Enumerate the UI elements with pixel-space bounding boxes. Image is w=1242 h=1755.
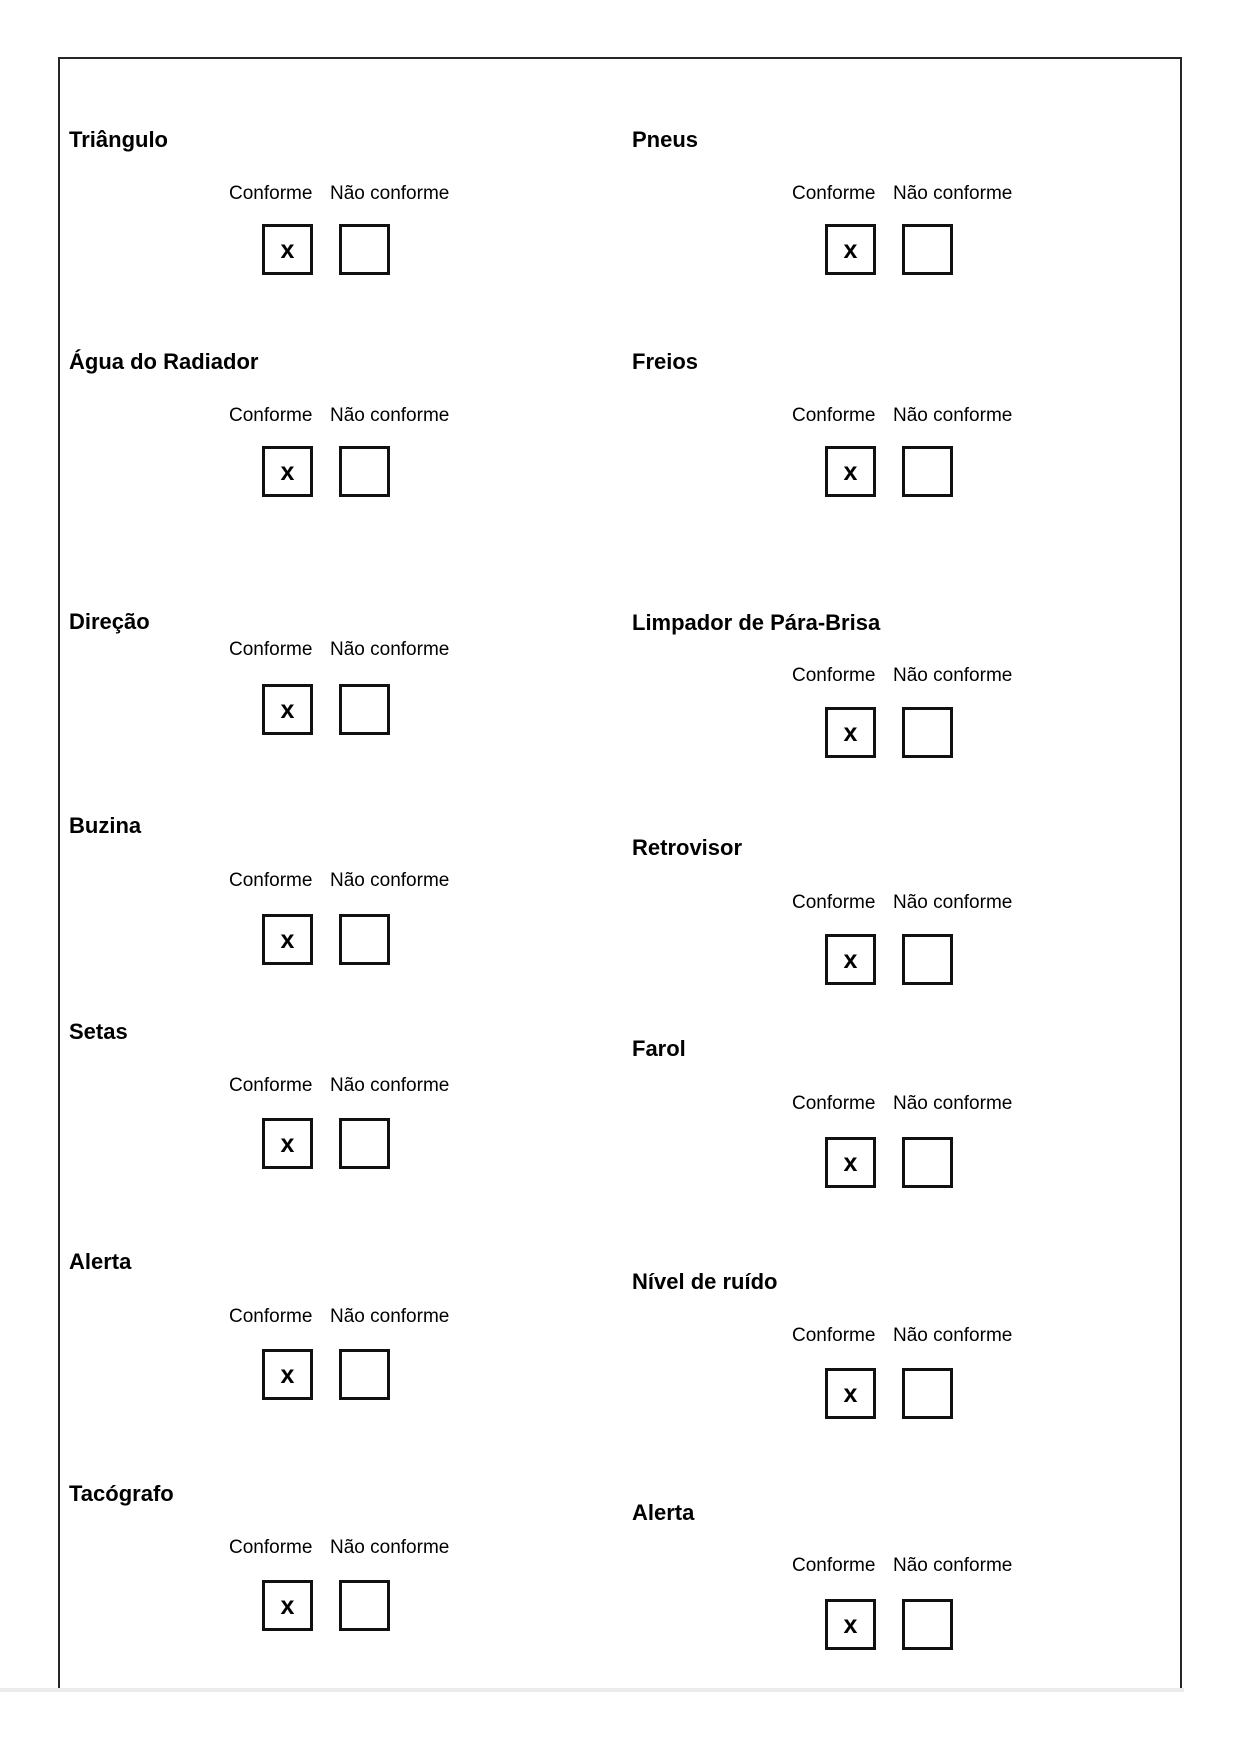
response-labels-row bbox=[632, 1093, 1112, 1117]
nao-conforme-checkbox[interactable] bbox=[339, 684, 390, 735]
conforme-checkbox[interactable] bbox=[825, 1368, 876, 1419]
conforme-check-mark: x bbox=[280, 1592, 295, 1620]
response-labels-row bbox=[69, 405, 549, 429]
item-title: Nível de ruído bbox=[632, 1269, 778, 1294]
response-labels-row bbox=[632, 1325, 1112, 1349]
response-labels-row bbox=[632, 183, 1112, 207]
checklist-item bbox=[69, 1249, 549, 1409]
checklist-item bbox=[69, 813, 549, 973]
conforme-label: Conforme bbox=[792, 665, 876, 686]
conforme-label: Conforme bbox=[229, 1306, 313, 1327]
conforme-checkbox[interactable] bbox=[825, 1137, 876, 1188]
conforme-label: Conforme bbox=[792, 405, 876, 426]
checklist-item bbox=[69, 1019, 549, 1179]
checkbox-row bbox=[69, 224, 549, 276]
conforme-check-mark: x bbox=[280, 236, 295, 264]
nao-conforme-label: Não conforme bbox=[893, 892, 1013, 913]
nao-conforme-checkbox[interactable] bbox=[902, 707, 953, 758]
nao-conforme-checkbox[interactable] bbox=[902, 446, 953, 497]
checklist-item bbox=[632, 610, 1112, 770]
conforme-checkbox[interactable] bbox=[262, 1118, 313, 1169]
nao-conforme-label: Não conforme bbox=[330, 870, 450, 891]
conforme-checkbox[interactable] bbox=[262, 684, 313, 735]
nao-conforme-label: Não conforme bbox=[893, 665, 1013, 686]
response-labels-row bbox=[632, 665, 1112, 689]
item-title: Tacógrafo bbox=[69, 1481, 174, 1506]
conforme-check-mark: x bbox=[280, 458, 295, 486]
item-title: Limpador de Pára-Brisa bbox=[632, 610, 881, 635]
conforme-checkbox[interactable] bbox=[262, 446, 313, 497]
checklist-item bbox=[69, 609, 549, 769]
nao-conforme-label: Não conforme bbox=[893, 1555, 1013, 1576]
item-title: Setas bbox=[69, 1019, 128, 1044]
nao-conforme-checkbox[interactable] bbox=[339, 914, 390, 965]
nao-conforme-checkbox[interactable] bbox=[339, 446, 390, 497]
checklist-item bbox=[632, 1269, 1112, 1429]
conforme-label: Conforme bbox=[229, 870, 313, 891]
conforme-check-mark: x bbox=[843, 946, 858, 974]
conforme-check-mark: x bbox=[843, 1380, 858, 1408]
checkbox-row bbox=[632, 707, 1112, 759]
nao-conforme-checkbox[interactable] bbox=[902, 1137, 953, 1188]
checklist-item bbox=[632, 1036, 1112, 1196]
item-title: Pneus bbox=[632, 127, 699, 152]
nao-conforme-label: Não conforme bbox=[330, 1306, 450, 1327]
response-labels-row bbox=[69, 1075, 549, 1099]
page-break-line bbox=[0, 1688, 1184, 1692]
item-title: Retrovisor bbox=[632, 835, 743, 860]
response-labels-row bbox=[632, 1555, 1112, 1579]
nao-conforme-label: Não conforme bbox=[893, 1093, 1013, 1114]
nao-conforme-label: Não conforme bbox=[893, 405, 1013, 426]
conforme-label: Conforme bbox=[229, 183, 313, 204]
conforme-check-mark: x bbox=[280, 1361, 295, 1389]
conforme-check-mark: x bbox=[843, 1611, 858, 1639]
conforme-checkbox[interactable] bbox=[262, 1349, 313, 1400]
nao-conforme-checkbox[interactable] bbox=[339, 1118, 390, 1169]
conforme-checkbox[interactable] bbox=[825, 224, 876, 275]
checklist-item bbox=[69, 349, 549, 509]
conforme-check-mark: x bbox=[843, 1149, 858, 1177]
nao-conforme-label: Não conforme bbox=[330, 1075, 450, 1096]
nao-conforme-checkbox[interactable] bbox=[902, 1599, 953, 1650]
conforme-label: Conforme bbox=[229, 639, 313, 660]
conforme-checkbox[interactable] bbox=[825, 1599, 876, 1650]
conforme-label: Conforme bbox=[229, 1537, 313, 1558]
checkbox-row bbox=[69, 1118, 549, 1170]
conforme-checkbox[interactable] bbox=[825, 934, 876, 985]
conforme-label: Conforme bbox=[792, 892, 876, 913]
conforme-checkbox[interactable] bbox=[825, 446, 876, 497]
conforme-check-mark: x bbox=[280, 926, 295, 954]
checkbox-row bbox=[632, 224, 1112, 276]
checkbox-row bbox=[69, 1580, 549, 1632]
item-title: Buzina bbox=[69, 813, 142, 838]
conforme-label: Conforme bbox=[229, 1075, 313, 1096]
conforme-label: Conforme bbox=[792, 1325, 876, 1346]
item-title: Freios bbox=[632, 349, 699, 374]
checkbox-row bbox=[632, 446, 1112, 498]
item-title: Alerta bbox=[69, 1249, 132, 1274]
item-title: Água do Radiador bbox=[69, 349, 259, 374]
conforme-check-mark: x bbox=[843, 458, 858, 486]
item-title: Direção bbox=[69, 609, 150, 634]
conforme-checkbox[interactable] bbox=[262, 914, 313, 965]
conforme-checkbox[interactable] bbox=[262, 1580, 313, 1631]
nao-conforme-checkbox[interactable] bbox=[902, 224, 953, 275]
nao-conforme-label: Não conforme bbox=[330, 405, 450, 426]
checklist-item bbox=[632, 1500, 1112, 1660]
response-labels-row bbox=[69, 639, 549, 663]
response-labels-row bbox=[632, 405, 1112, 429]
nao-conforme-label: Não conforme bbox=[893, 1325, 1013, 1346]
response-labels-row bbox=[69, 870, 549, 894]
checkbox-row bbox=[69, 1349, 549, 1401]
nao-conforme-checkbox[interactable] bbox=[902, 934, 953, 985]
response-labels-row bbox=[69, 183, 549, 207]
checkbox-row bbox=[632, 934, 1112, 986]
conforme-label: Conforme bbox=[792, 1555, 876, 1576]
item-title: Farol bbox=[632, 1036, 686, 1061]
checklist-item bbox=[632, 127, 1112, 287]
checklist-item bbox=[632, 835, 1112, 995]
checkbox-row bbox=[632, 1368, 1112, 1420]
conforme-label: Conforme bbox=[229, 405, 313, 426]
conforme-checkbox[interactable] bbox=[262, 224, 313, 275]
nao-conforme-checkbox[interactable] bbox=[339, 1580, 390, 1631]
response-labels-row bbox=[632, 892, 1112, 916]
conforme-check-mark: x bbox=[843, 236, 858, 264]
nao-conforme-label: Não conforme bbox=[330, 639, 450, 660]
nao-conforme-label: Não conforme bbox=[893, 183, 1013, 204]
nao-conforme-label: Não conforme bbox=[330, 183, 450, 204]
item-title: Triângulo bbox=[69, 127, 168, 152]
nao-conforme-checkbox[interactable] bbox=[339, 224, 390, 275]
response-labels-row bbox=[69, 1306, 549, 1330]
checkbox-row bbox=[632, 1599, 1112, 1651]
response-labels-row bbox=[69, 1537, 549, 1561]
checkbox-row bbox=[69, 684, 549, 736]
checkbox-row bbox=[69, 446, 549, 498]
conforme-checkbox[interactable] bbox=[825, 707, 876, 758]
checklist-item bbox=[69, 1481, 549, 1641]
checklist-item bbox=[69, 127, 549, 287]
item-title: Alerta bbox=[632, 1500, 695, 1525]
conforme-label: Conforme bbox=[792, 1093, 876, 1114]
nao-conforme-checkbox[interactable] bbox=[339, 1349, 390, 1400]
checkbox-row bbox=[69, 914, 549, 966]
checklist-item bbox=[632, 349, 1112, 509]
conforme-check-mark: x bbox=[843, 719, 858, 747]
conforme-check-mark: x bbox=[280, 696, 295, 724]
nao-conforme-checkbox[interactable] bbox=[902, 1368, 953, 1419]
conforme-check-mark: x bbox=[280, 1130, 295, 1158]
nao-conforme-label: Não conforme bbox=[330, 1537, 450, 1558]
checkbox-row bbox=[632, 1137, 1112, 1189]
conforme-label: Conforme bbox=[792, 183, 876, 204]
